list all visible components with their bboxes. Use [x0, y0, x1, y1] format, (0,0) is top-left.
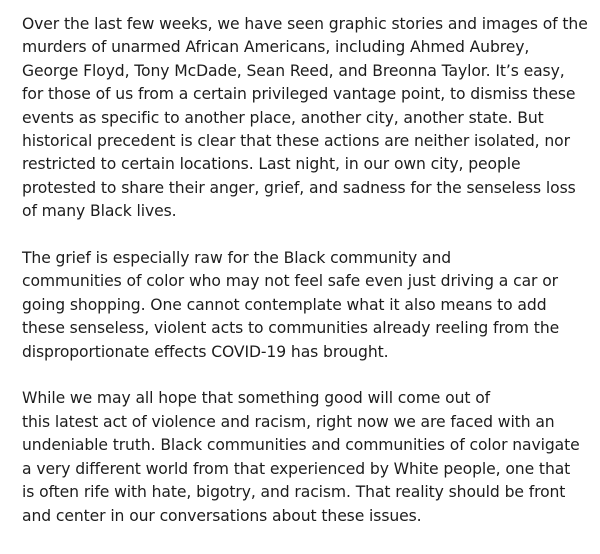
article-body	[22, 13, 588, 528]
paragraph-2: The grief is especially raw for the Black community and communities of color who may not feel safe even just driving a car or going shopping. One cannot contemplate what it also means to add these senseless, violent acts to communities already reeling from the disproportionate effects COVID-19 has brought.	[22, 249, 560, 361]
paragraph-3: While we may all hope that something good will come out of this latest act of violence and racism, right now we are faced with an undeniable truth. Black communities and communities of color navigate a very different world from that experienced by White people, one that is often rife with hate, bigotry, and racism. That reality should be front and center in our conversations about these issues.	[22, 389, 580, 525]
paragraph-1: Over the last few weeks, we have seen graphic stories and images of the murders of unarmed African Americans, including Ahmed Aubrey, George Floyd, Tony McDade, Sean Reed, and Breonna Taylor. It’s easy, for those of us from a certain privileged vantage point, to dismiss these events as specific to another place, another city, another state. But historical precedent is clear that these actions are neither isolated, nor restricted to certain locations. Last night, in our own city, people protested to share their anger, grief, and sadness for the senseless loss of many Black lives.	[22, 15, 588, 221]
